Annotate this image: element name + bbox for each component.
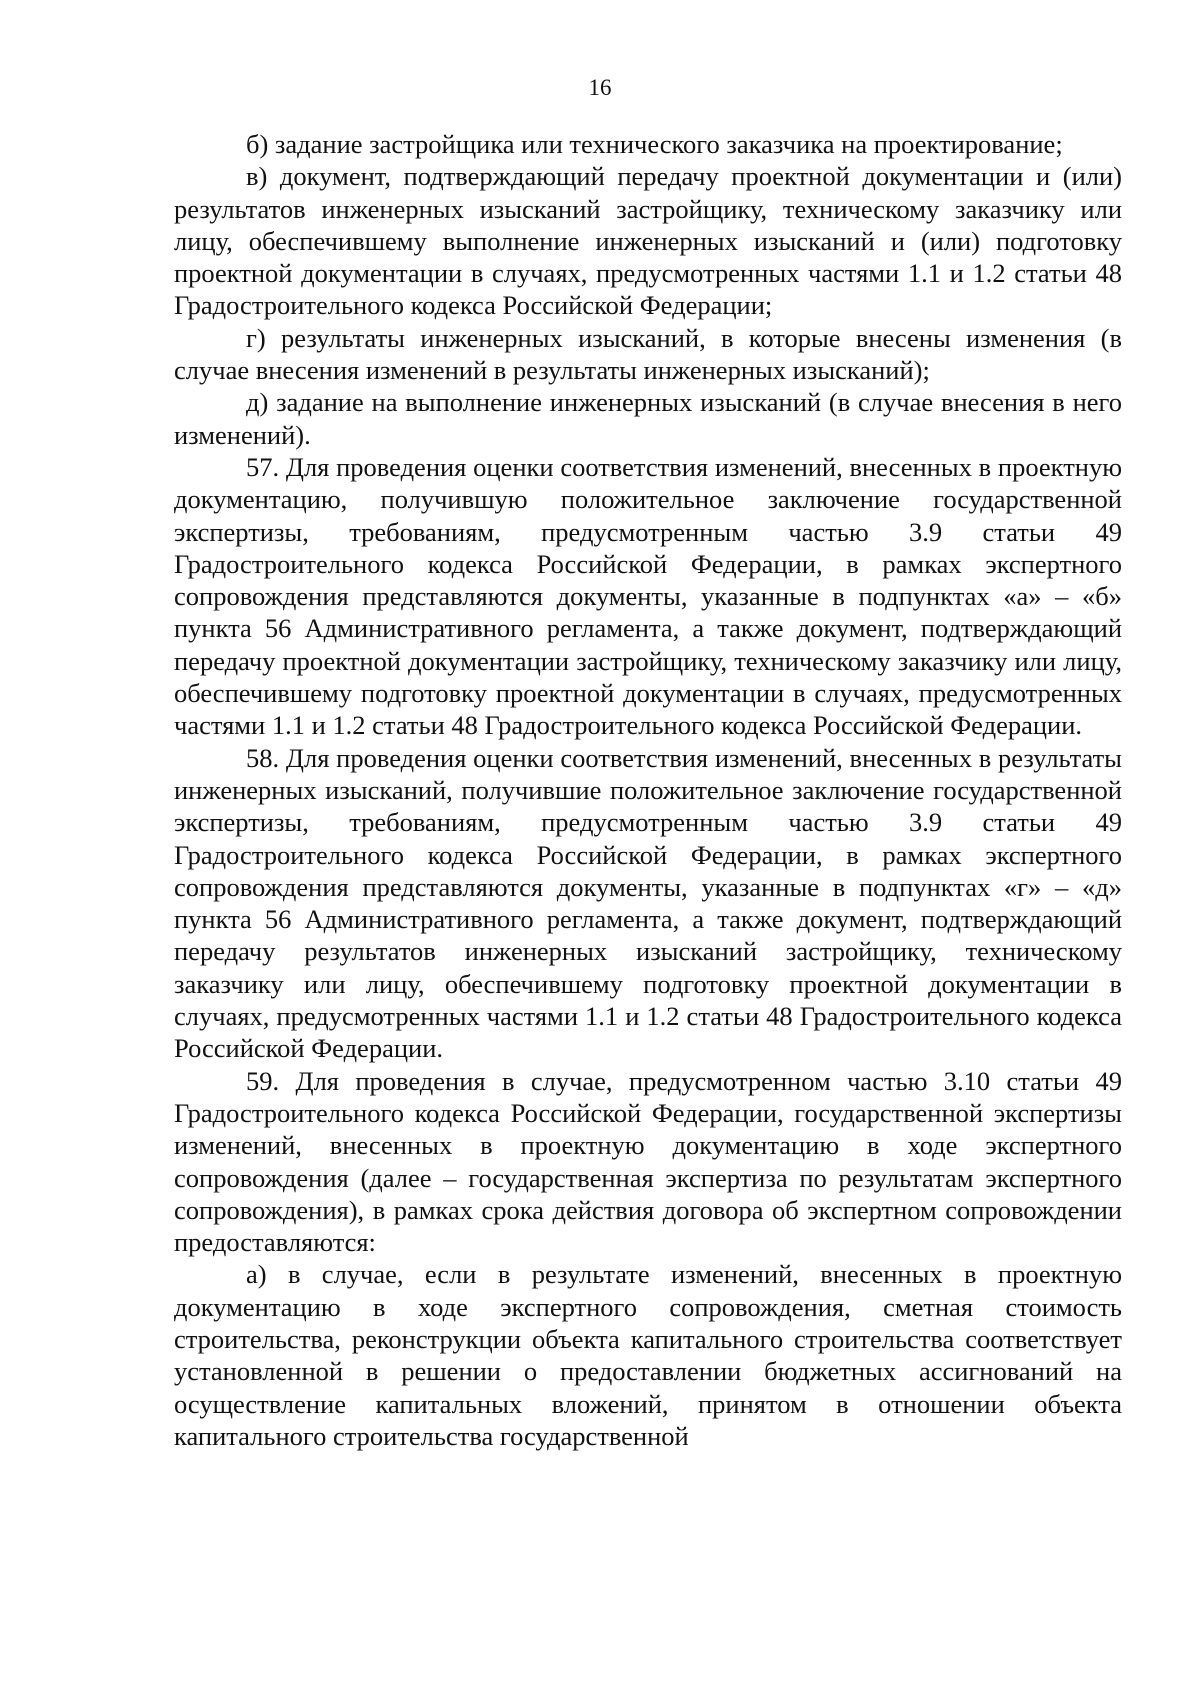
page-number: 16 [588,75,612,100]
paragraph-59: 59. Для проведения в случае, предусмотренном частью 3.10 статьи 49 Градостроительного кодекса Российской Федерации, государственной экспертизы изменений, внесенных в проектную документацию в ходе экспертного сопровождения (далее – государственная экспертиза по результатам экспертного сопровождения), в рамках срока действия договора об экспертном сопровождении предоставляются: [174,1065,1122,1258]
paragraph-59-item-a: а) в случае, если в результате изменений, внесенных в проектную документацию в ходе экспертного сопровождения, сметная стоимость строительства, реконструкции объекта капитального строительства соответствует установленной в решении о предоставлении бюджетных ассигнований на осуществление капитальных вложений, принятом в отношении объекта капитального строительства государственной [174,1259,1122,1451]
paragraph-57: 57. Для проведения оценки соответствия изменений, внесенных в проектную документацию, получившую положительное заключение государственной экспертизы, требованиям, предусмотренным частью 3.9 статьи 49 Градостроительного кодекса Российской Федерации, в рамках экспертного сопровождения представляются документы, указанные в подпунктах «а» – «б» пункта 56 Административного регламента, а также документ, подтверждающий передачу проектной документации застройщику, техническому заказчику или лицу, обеспечившему подготовку проектной документации в случаях, предусмотренных частями 1.1 и 1.2 статьи 48 Градостроительного кодекса Российской Федерации. [174,451,1122,741]
paragraph-item-b: б) задание застройщика или технического заказчика на проектирование; [246,129,1063,159]
paragraph-item-g: г) результаты инженерных изысканий, в которые внесены изменения (в случае внесения изменений в результаты инженерных изысканий); [174,322,1122,386]
paragraph-item-d: д) задание на выполнение инженерных изысканий (в случае внесения в него изменений). [174,387,1122,450]
paragraph-item-v: в) документ, подтверждающий передачу проектной документации и (или) результатов инженерных изысканий застройщику, техническому заказчику или лицу, обеспечившему выполнение инженерных изысканий и (или) подготовку проектной документации в случаях, предусмотренных частями 1.1 и 1.2 статьи 48 Градостроительного кодекса Российской Федерации; [174,161,1122,321]
document-body [174,128,1122,1452]
paragraph-58: 58. Для проведения оценки соответствия изменений, внесенных в результаты инженерных изысканий, получившие положительное заключение государственной экспертизы, требованиям, предусмотренным частью 3.9 статьи 49 Градостроительного кодекса Российской Федерации, в рамках экспертного сопровождения представляются документы, указанные в подпунктах «г» – «д» пункта 56 Административного регламента, а также документ, подтверждающий передачу результатов инженерных изысканий застройщику, техническому заказчику или лицу, обеспечившему подготовку проектной документации в случаях, предусмотренных частями 1.1 и 1.2 статьи 48 Градостроительного кодекса Российской Федерации. [174,742,1122,1064]
